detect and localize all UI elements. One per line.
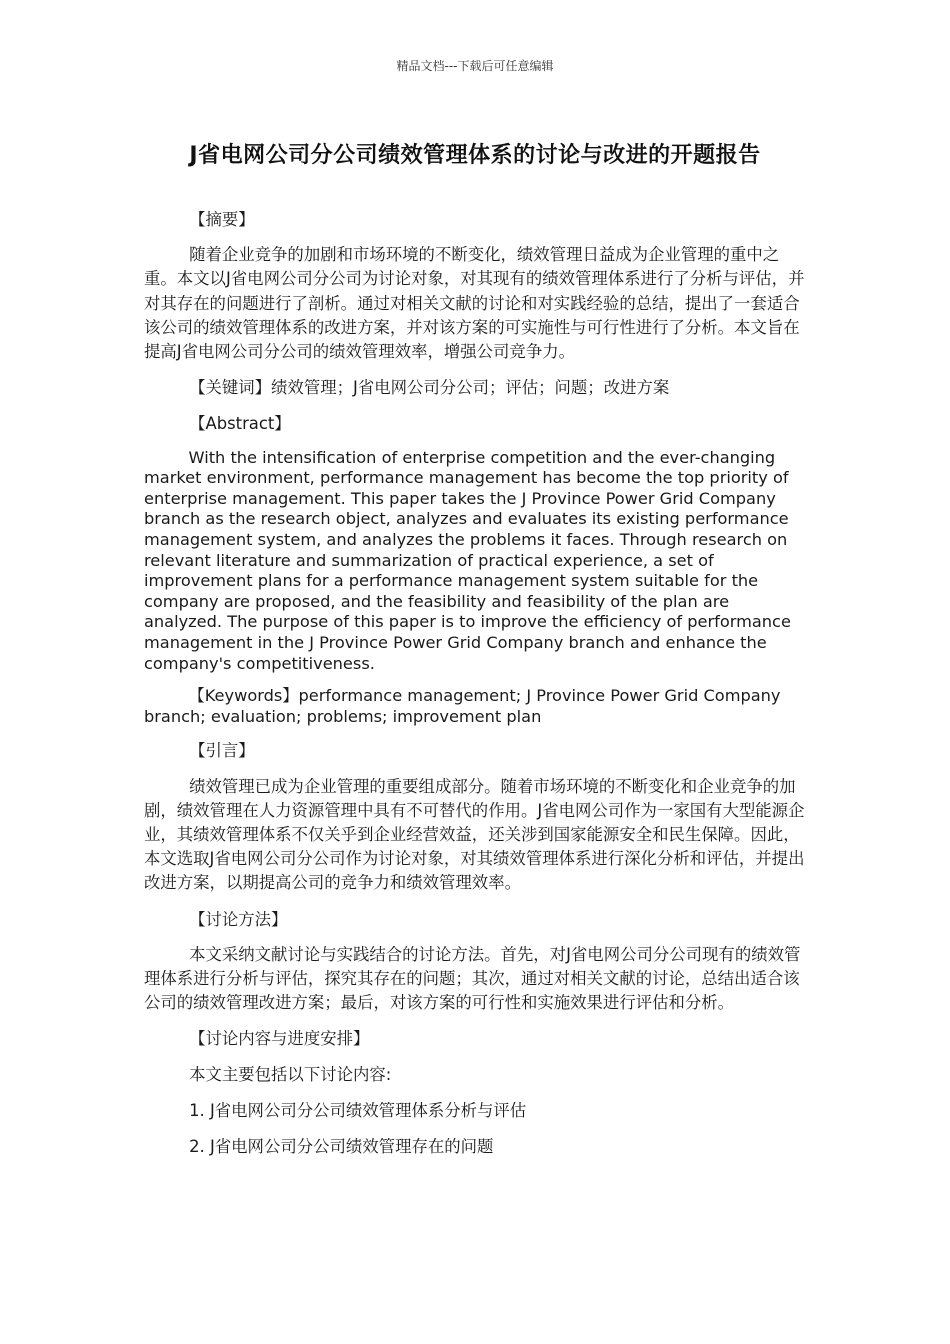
keywords-cn: 【关键词】绩效管理；J省电网公司分公司；评估；问题；改进方案 xyxy=(189,378,670,398)
intro-heading: 【引言】 xyxy=(189,741,255,761)
abstract-en-heading: 【Abstract】 xyxy=(189,414,291,434)
document-title: J省电网公司分公司绩效管理体系的讨论与改进的开题报告 xyxy=(189,143,761,168)
content-item-2: 2. J省电网公司分公司绩效管理存在的问题 xyxy=(189,1136,494,1156)
content-item-1: 1. J省电网公司分公司绩效管理体系分析与评估 xyxy=(189,1100,527,1120)
keywords-en: 【Keywords】performance management; J Province Power Grid Company branch; evaluation; problems; improvement plan xyxy=(144,686,781,726)
abstract-cn-body: 随着企业竞争的加剧和市场环境的不断变化，绩效管理日益成为企业管理的重中之重。本文以J省电网公司分公司为讨论对象，对其现有的绩效管理体系进行了分析与评估，并对其存在的问题进行了剖析。通过对相关文献的讨论和对实践经验的总结，提出了一套适合该公司的绩效管理体系的改进方案，并对该方案的可实施性与可行性进行了分析。本文旨在提高J省电网公司分公司的绩效管理效率，增强公司竞争力。 xyxy=(144,245,805,362)
header-note: 精品文档---下载后可任意编辑 xyxy=(396,59,554,73)
method-heading: 【讨论方法】 xyxy=(189,909,288,929)
abstract-en-body: With the intensification of enterprise competition and the ever-changing market environment, performance management has become the top priority of enterprise management. This paper takes the J Province Power Grid Company branch as the research object, analyzes and evaluates its existing performance management system, and analyzes the problems it faces. Through research on relevant literature and summarization of practical experience, a set of improvement plans for a performance management system suitable for the company are proposed, and the feasibility and feasibility of the plan are analyzed. The purpose of this paper is to improve the efficiency of performance management in the J Province Power Grid Company branch and enhance the company's competitiveness. xyxy=(144,447,791,673)
content-heading: 【讨论内容与进度安排】 xyxy=(189,1029,370,1049)
content-intro: 本文主要包括以下讨论内容: xyxy=(189,1064,392,1084)
method-body: 本文采纳文献讨论与实践结合的讨论方法。首先，对J省电网公司分公司现有的绩效管理体系进行分析与评估，探究其存在的问题；其次，通过对相关文献的讨论，总结出适合该公司的绩效管理改进方案；最后，对该方案的可行性和实施效果进行评估和分析。 xyxy=(144,944,801,1013)
intro-body: 绩效管理已成为企业管理的重要组成部分。随着市场环境的不断变化和企业竞争的加剧，绩效管理在人力资源管理中具有不可替代的作用。J省电网公司作为一家国有大型能源企业，其绩效管理体系不仅关乎到企业经营效益，还关涉到国家能源安全和民生保障。因此，本文选取J省电网公司分公司作为讨论对象，对其绩效管理体系进行深化分析和评估，并提出改进方案，以期提高公司的竞争力和绩效管理效率。 xyxy=(144,776,805,893)
abstract-cn-heading: 【摘要】 xyxy=(189,210,255,229)
document-body xyxy=(144,208,808,1171)
